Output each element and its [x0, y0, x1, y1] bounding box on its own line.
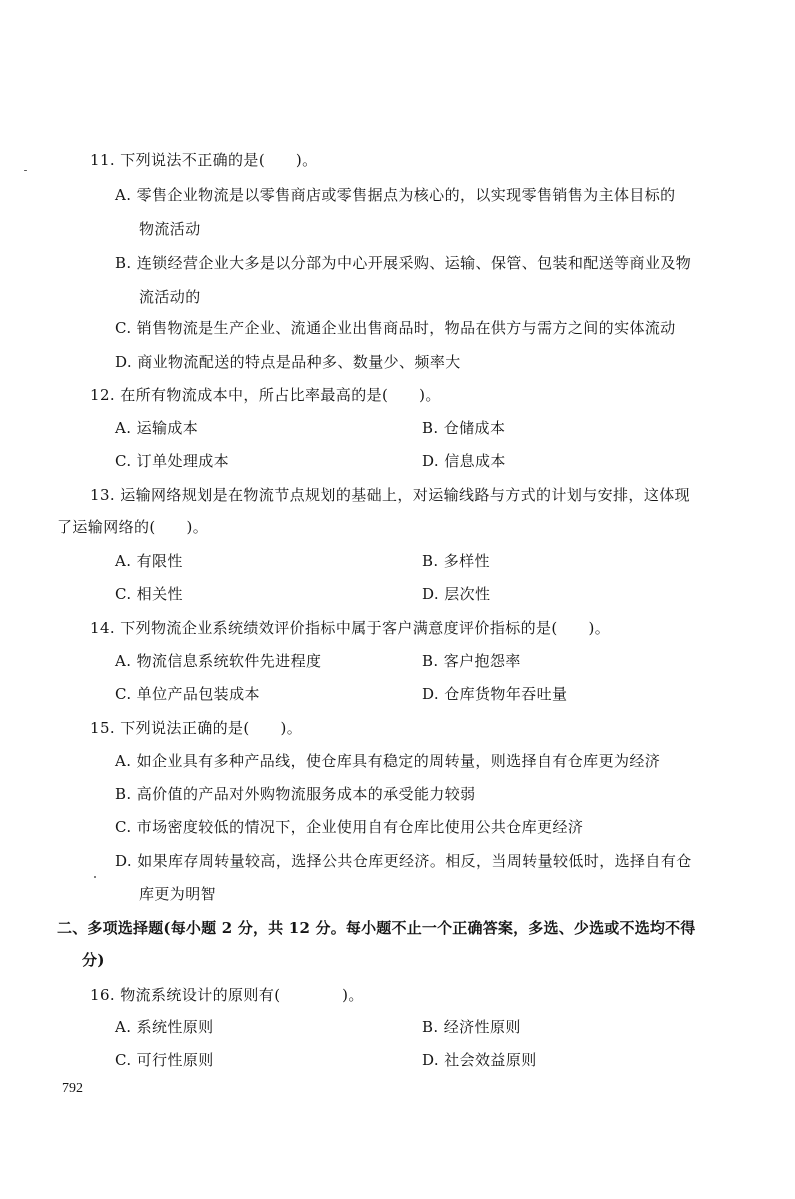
question-16-option-c: C. 可行性原则	[115, 1051, 214, 1069]
question-13-option-d: D. 层次性	[422, 585, 491, 603]
question-16-stem: 16. 物流系统设计的原则有( )。	[90, 986, 364, 1004]
question-14-option-c: C. 单位产品包装成本	[115, 685, 260, 703]
question-11-option-d: D. 商业物流配送的特点是品种多、数量少、频率大	[115, 353, 461, 371]
section-2-heading: 二、多项选择题(每小题 2 分，共 12 分。每小题不止一个正确答案，多选、少选或不选均不得	[57, 919, 696, 937]
question-11-option-a: A. 零售企业物流是以零售商店或零售据点为核心的，以实现零售销售为主体目标的	[115, 186, 676, 204]
question-15-option-d: D. 如果库存周转量较高，选择公共仓库更经济。相反，当周转量较低时，选择自有仓	[115, 852, 692, 870]
question-16-option-a: A. 系统性原则	[115, 1018, 214, 1036]
question-13-option-c: C. 相关性	[115, 585, 183, 603]
question-15-option-a: A. 如企业具有多种产品线，使仓库具有稳定的周转量，则选择自有仓库更为经济	[115, 752, 661, 770]
question-12-option-c: C. 订单处理成本	[115, 452, 230, 470]
question-13-option-a: A. 有限性	[115, 552, 183, 570]
question-13-stem: 13. 运输网络规划是在物流节点规划的基础上，对运输线路与方式的计划与安排，这体现	[90, 486, 691, 504]
page-number: 792	[62, 1081, 83, 1096]
question-14-option-d: D. 仓库货物年吞吐量	[422, 685, 568, 703]
question-13-stem-cont: 了运输网络的( )。	[57, 518, 209, 536]
question-13-option-b: B. 多样性	[422, 552, 490, 570]
question-12-stem: 12. 在所有物流成本中，所占比率最高的是( )。	[90, 386, 441, 404]
question-12-option-b: B. 仓储成本	[422, 419, 506, 437]
scan-speck	[24, 170, 27, 171]
section-2-heading-cont: 分)	[82, 951, 105, 969]
question-11-stem: 11. 下列说法不正确的是( )。	[90, 151, 318, 169]
question-11-option-c: C. 销售物流是生产企业、流通企业出售商品时，物品在供方与需方之间的实体流动	[115, 319, 676, 337]
scan-speck	[94, 876, 96, 878]
question-16-option-b: B. 经济性原则	[422, 1018, 521, 1036]
question-14-stem: 14. 下列物流企业系统绩效评价指标中属于客户满意度评价指标的是( )。	[90, 619, 611, 637]
question-16-option-d: D. 社会效益原则	[422, 1051, 537, 1069]
question-15-stem: 15. 下列说法正确的是( )。	[90, 719, 303, 737]
question-15-option-b: B. 高价值的产品对外购物流服务成本的承受能力较弱	[115, 785, 476, 803]
question-11-option-a-cont: 物流活动	[139, 220, 201, 238]
question-12-option-a: A. 运输成本	[115, 419, 199, 437]
question-14-option-a: A. 物流信息系统软件先进程度	[115, 652, 322, 670]
question-11-option-b-cont: 流活动的	[139, 288, 201, 306]
question-15-option-d-cont: 库更为明智	[139, 885, 217, 903]
question-11-option-b: B. 连锁经营企业大多是以分部为中心开展采购、运输、保管、包装和配送等商业及物	[115, 254, 692, 272]
question-15-option-c: C. 市场密度较低的情况下，企业使用自有仓库比使用公共仓库更经济	[115, 818, 584, 836]
question-12-option-d: D. 信息成本	[422, 452, 506, 470]
question-14-option-b: B. 客户抱怨率	[422, 652, 521, 670]
